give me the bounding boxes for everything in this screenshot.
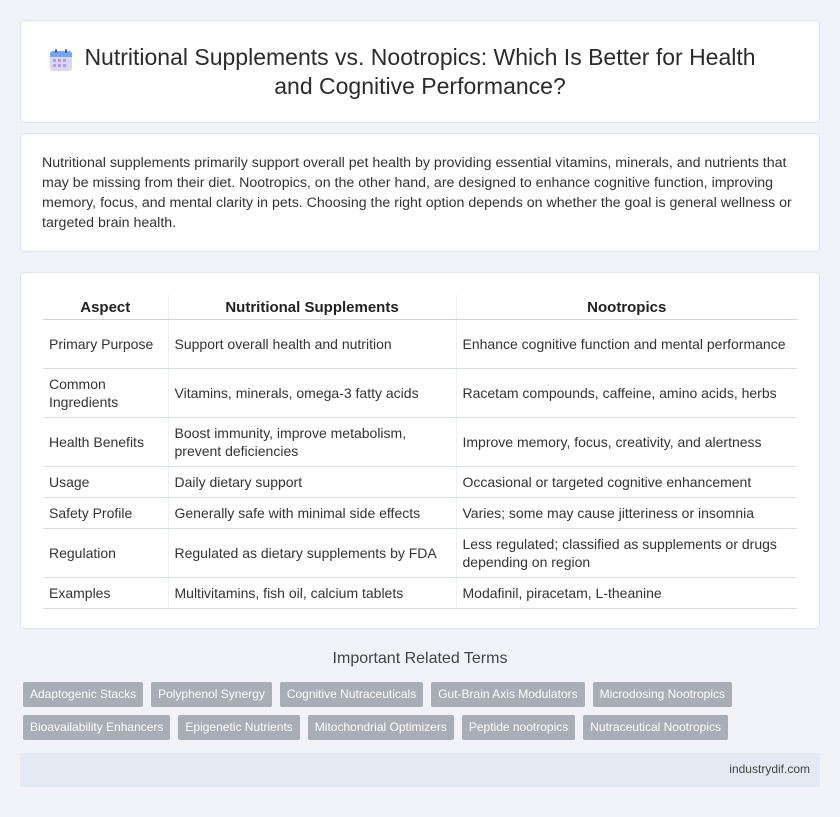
supplements-cell: Regulated as dietary supplements by FDA	[168, 528, 456, 577]
related-terms-tags	[23, 682, 823, 748]
table-row	[43, 417, 797, 466]
tag-cognitive-nutraceuticals[interactable]: Cognitive Nutraceuticals	[280, 682, 423, 707]
comparison-card	[20, 272, 820, 629]
table-row	[43, 319, 797, 368]
supplements-cell: Boost immunity, improve metabolism, prevent deficiencies	[168, 417, 456, 466]
tag-mitochondrial-optimizers[interactable]: Mitochondrial Optimizers	[308, 715, 454, 740]
nootropics-cell: Occasional or targeted cognitive enhancement	[456, 466, 797, 497]
tag-peptide-nootropics[interactable]: Peptide nootropics	[462, 715, 575, 740]
aspect-cell: Primary Purpose	[43, 319, 168, 368]
aspect-cell: Usage	[43, 466, 168, 497]
supplements-cell: Generally safe with minimal side effects	[168, 497, 456, 528]
table-header-row	[43, 295, 797, 319]
table-row	[43, 528, 797, 577]
nootropics-cell: Improve memory, focus, creativity, and alertness	[456, 417, 797, 466]
footer	[20, 753, 820, 787]
tag-row	[23, 682, 823, 707]
header-nootropics: Nootropics	[456, 295, 797, 319]
table-row	[43, 466, 797, 497]
tag-epigenetic-nutrients[interactable]: Epigenetic Nutrients	[178, 715, 299, 740]
header-card	[20, 20, 820, 123]
intro-paragraph: Nutritional supplements primarily support overall pet health by providing essential vitamins, minerals, and nutrients that may be missing from their diet. Nootropics, on the other hand, are designed to enhance cognitive function, improving memory, focus, and mental clarity in pets. Choosing the right option depends on whether the goal is general wellness or targeted brain health.	[42, 155, 792, 231]
header-supplements: Nutritional Supplements	[168, 295, 456, 319]
aspect-cell: Common Ingredients	[43, 368, 168, 417]
table-row	[43, 497, 797, 528]
aspect-cell: Safety Profile	[43, 497, 168, 528]
tag-bioavailability-enhancers[interactable]: Bioavailability Enhancers	[23, 715, 170, 740]
supplements-cell: Vitamins, minerals, omega-3 fatty acids	[168, 368, 456, 417]
nootropics-cell: Enhance cognitive function and mental performance	[456, 319, 797, 368]
aspect-cell: Health Benefits	[43, 417, 168, 466]
aspect-cell: Examples	[43, 577, 168, 608]
header-aspect: Aspect	[43, 295, 168, 319]
supplements-cell: Multivitamins, fish oil, calcium tablets	[168, 577, 456, 608]
footer-site-link[interactable]: industrydif.com	[729, 762, 810, 776]
nootropics-cell: Varies; some may cause jitteriness or insomnia	[456, 497, 797, 528]
nootropics-cell: Racetam compounds, caffeine, amino acids, herbs	[456, 368, 797, 417]
supplements-cell: Daily dietary support	[168, 466, 456, 497]
tag-adaptogenic-stacks[interactable]: Adaptogenic Stacks	[23, 682, 143, 707]
nootropics-cell: Less regulated; classified as supplements or drugs depending on region	[456, 528, 797, 577]
tag-microdosing-nootropics[interactable]: Microdosing Nootropics	[593, 682, 732, 707]
aspect-cell: Regulation	[43, 528, 168, 577]
page-title: Nutritional Supplements vs. Nootropics: Which Is Better for Health and Cognitive Performance?	[84, 43, 756, 99]
table-row	[43, 577, 797, 608]
intro-card	[20, 133, 820, 252]
comparison-table	[43, 295, 797, 609]
related-terms-title: Important Related Terms	[332, 650, 508, 667]
tag-row	[23, 715, 823, 740]
table-row	[43, 368, 797, 417]
tag-nutraceutical-nootropics[interactable]: Nutraceutical Nootropics	[583, 715, 728, 740]
supplements-cell: Support overall health and nutrition	[168, 319, 456, 368]
tag-polyphenol-synergy[interactable]: Polyphenol Synergy	[151, 682, 272, 707]
nootropics-cell: Modafinil, piracetam, L-theanine	[456, 577, 797, 608]
tag-gut-brain-axis-modulators[interactable]: Gut-Brain Axis Modulators	[431, 682, 584, 707]
